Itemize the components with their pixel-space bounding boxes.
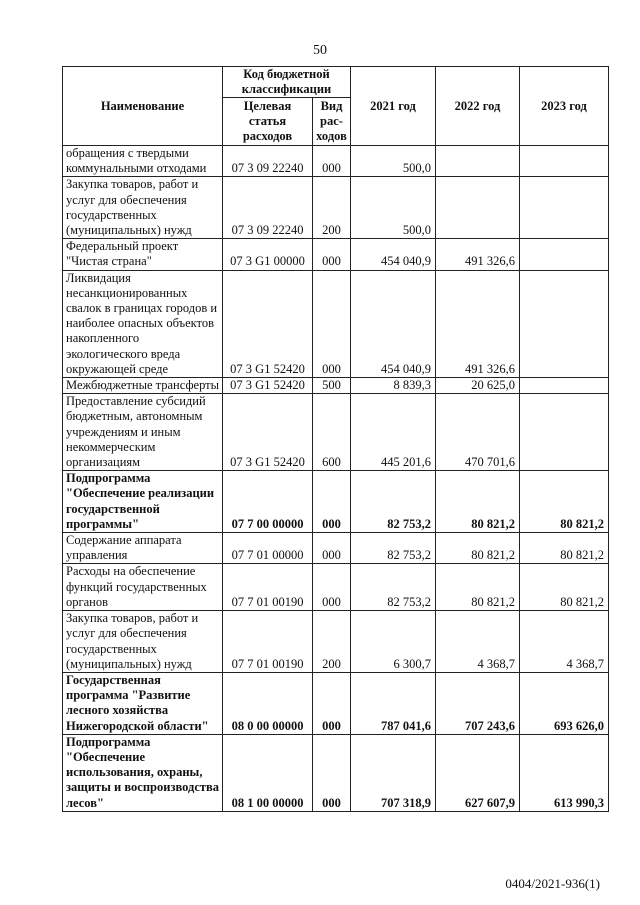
row-value-2021: 445 201,6 [351,394,436,471]
table-row [63,177,609,239]
document-code: 0404/2021-936(1) [505,876,600,891]
row-value-2022 [436,146,520,177]
row-target-code: 07 7 00 00000 [223,471,313,533]
row-target-code: 07 3 09 22240 [223,146,313,177]
row-value-2022: 491 326,6 [436,270,520,377]
row-vid: 000 [313,564,351,611]
row-name: Федеральный проект "Чистая страна" [63,239,223,270]
table-row [63,533,609,564]
row-name: Расходы на обеспечение функций государственных органов [63,564,223,611]
row-value-2021: 82 753,2 [351,564,436,611]
row-value-2023 [520,378,609,394]
row-target-code: 07 3 09 22240 [223,177,313,239]
row-vid: 000 [313,146,351,177]
row-value-2021: 454 040,9 [351,270,436,377]
row-value-2023 [520,270,609,377]
header-2023: 2023 год [520,67,609,146]
page-number: 50 [313,43,327,58]
row-target-code: 07 3 G1 00000 [223,239,313,270]
row-value-2023 [520,177,609,239]
row-value-2023: 80 821,2 [520,471,609,533]
row-name: Закупка товаров, работ и услуг для обеспечения государственных (муниципальных) нужд [63,611,223,673]
header-name: Наименование [63,67,223,146]
header-2021: 2021 год [351,67,436,146]
row-value-2022: 707 243,6 [436,672,520,734]
row-value-2023: 80 821,2 [520,564,609,611]
row-name: Ликвидация несанкционированных свалок в границах городов и наиболее опасных объектов накопленного экологического вреда окружающей среде [63,270,223,377]
row-value-2023 [520,239,609,270]
row-value-2023 [520,394,609,471]
table-row [63,611,609,673]
row-value-2022: 80 821,2 [436,471,520,533]
row-value-2022: 491 326,6 [436,239,520,270]
row-target-code: 07 7 01 00190 [223,611,313,673]
row-target-code: 08 1 00 00000 [223,734,313,811]
row-value-2023 [520,146,609,177]
row-vid: 000 [313,270,351,377]
row-value-2022 [436,177,520,239]
row-value-2021: 787 041,6 [351,672,436,734]
row-target-code: 07 3 G1 52420 [223,394,313,471]
budget-table [62,66,609,812]
table-row [63,378,609,394]
header-vid: Вид рас-ходов [313,98,351,146]
header-code-group: Код бюджетной классификации [223,67,351,98]
row-value-2021: 500,0 [351,146,436,177]
row-value-2021: 8 839,3 [351,378,436,394]
table-row [63,471,609,533]
header-target: Целевая статья расходов [223,98,313,146]
row-value-2021: 707 318,9 [351,734,436,811]
row-vid: 000 [313,734,351,811]
table-row [63,239,609,270]
row-name: Подпрограмма "Обеспечение использования, охраны, защиты и воспроизводства лесов" [63,734,223,811]
row-value-2022: 80 821,2 [436,533,520,564]
row-value-2021: 6 300,7 [351,611,436,673]
row-name: Межбюджетные трансферты [63,378,223,394]
table-row [63,146,609,177]
row-vid: 000 [313,471,351,533]
row-target-code: 07 7 01 00190 [223,564,313,611]
row-value-2023: 693 626,0 [520,672,609,734]
table-row [63,672,609,734]
row-vid: 200 [313,177,351,239]
row-vid: 000 [313,239,351,270]
row-value-2022: 20 625,0 [436,378,520,394]
row-name: Закупка товаров, работ и услуг для обеспечения государственных (муниципальных) нужд [63,177,223,239]
table-row [63,394,609,471]
row-name: Содержание аппарата управления [63,533,223,564]
row-value-2022: 4 368,7 [436,611,520,673]
table-row [63,734,609,811]
row-vid: 500 [313,378,351,394]
row-target-code: 07 3 G1 52420 [223,378,313,394]
row-value-2021: 500,0 [351,177,436,239]
row-target-code: 07 3 G1 52420 [223,270,313,377]
row-value-2022: 80 821,2 [436,564,520,611]
row-value-2023: 613 990,3 [520,734,609,811]
table-body [63,146,609,812]
header-2022: 2022 год [436,67,520,146]
row-value-2021: 454 040,9 [351,239,436,270]
row-name: Государственная программа "Развитие лесного хозяйства Нижегородской области" [63,672,223,734]
row-target-code: 07 7 01 00000 [223,533,313,564]
row-target-code: 08 0 00 00000 [223,672,313,734]
row-vid: 200 [313,611,351,673]
row-value-2022: 470 701,6 [436,394,520,471]
row-vid: 600 [313,394,351,471]
row-vid: 000 [313,533,351,564]
row-name: обращения с твердыми коммунальными отходами [63,146,223,177]
row-value-2021: 82 753,2 [351,533,436,564]
row-value-2023: 4 368,7 [520,611,609,673]
table-row [63,564,609,611]
row-name: Подпрограмма "Обеспечение реализации государственной программы" [63,471,223,533]
table-row [63,270,609,377]
row-vid: 000 [313,672,351,734]
row-value-2023: 80 821,2 [520,533,609,564]
row-value-2021: 82 753,2 [351,471,436,533]
row-name: Предоставление субсидий бюджетным, автономным учреждениям и иным некоммерческим организациям [63,394,223,471]
row-value-2022: 627 607,9 [436,734,520,811]
